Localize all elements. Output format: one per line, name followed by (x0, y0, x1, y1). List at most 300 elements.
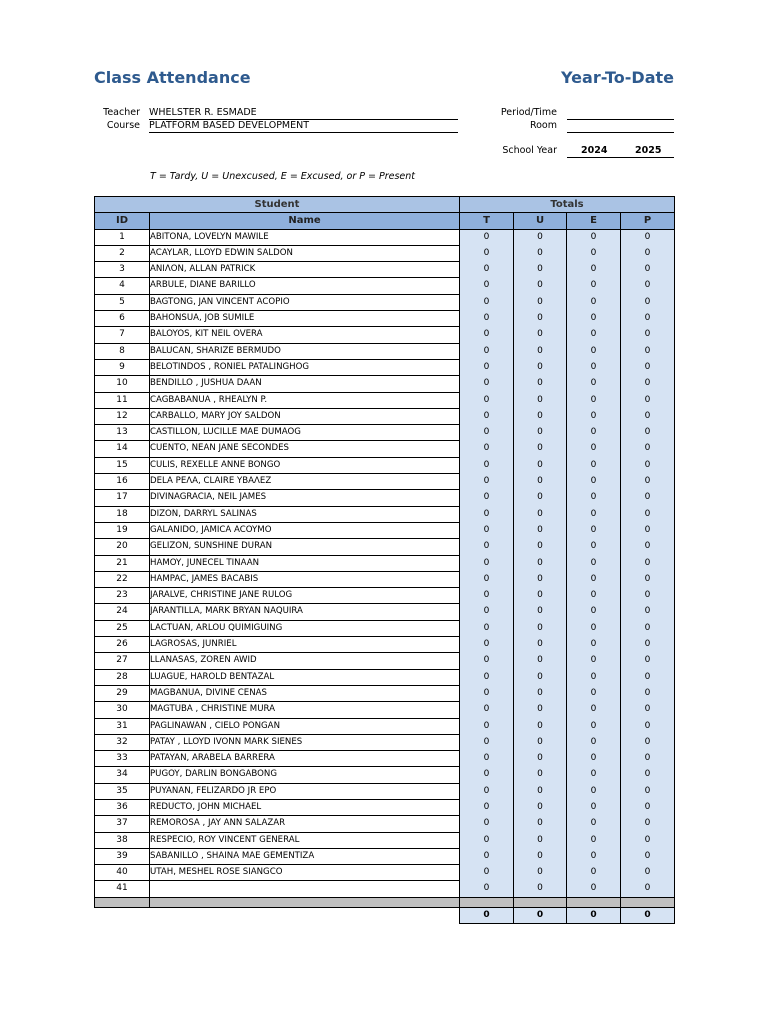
present-count-cell: 0 (621, 848, 675, 864)
unexcused-count-cell: 0 (514, 474, 567, 490)
excused-count-cell: 0 (567, 734, 621, 750)
excused-count-cell: 0 (567, 408, 621, 424)
student-name-cell[interactable]: BALUCAN, SHARIZE BERMUDO (150, 343, 460, 359)
school-year-label: School Year (502, 145, 557, 156)
excused-count-cell: 0 (567, 343, 621, 359)
excused-count-cell: 0 (567, 457, 621, 473)
group-header-row (95, 197, 675, 213)
unexcused-count-cell: 0 (514, 278, 567, 294)
tardy-count-cell: 0 (460, 799, 514, 815)
excused-count-cell: 0 (567, 474, 621, 490)
table-row (95, 262, 675, 278)
unexcused-count-cell: 0 (514, 637, 567, 653)
tardy-count-cell: 0 (460, 588, 514, 604)
table-row (95, 474, 675, 490)
student-id-cell: 34 (95, 767, 150, 783)
legend-text: T = Tardy, U = Unexcused, E = Excused, or P = Present (150, 171, 416, 182)
unexcused-count-cell: 0 (514, 767, 567, 783)
table-row (95, 865, 675, 881)
excused-count-cell: 0 (567, 490, 621, 506)
excused-count-cell: 0 (567, 392, 621, 408)
unexcused-count-cell: 0 (514, 506, 567, 522)
student-name-cell[interactable]: PATAYAN, ARABELA BARRERA (150, 751, 460, 767)
present-count-cell: 0 (621, 327, 675, 343)
table-row (95, 229, 675, 245)
student-id-cell: 39 (95, 848, 150, 864)
excused-count-cell: 0 (567, 816, 621, 832)
attendance-table (94, 196, 675, 924)
present-count-cell: 0 (621, 457, 675, 473)
excused-count-cell: 0 (567, 588, 621, 604)
table-body (95, 229, 675, 897)
present-count-cell: 0 (621, 262, 675, 278)
student-id-cell: 13 (95, 425, 150, 441)
student-name-cell[interactable]: MAGBANUA, DIVINE CENAS (150, 685, 460, 701)
tardy-count-cell: 0 (460, 734, 514, 750)
tardy-count-cell: 0 (460, 604, 514, 620)
student-id-cell: 17 (95, 490, 150, 506)
present-count-cell: 0 (621, 816, 675, 832)
table-row (95, 506, 675, 522)
present-count-cell: 0 (621, 620, 675, 636)
present-count-cell: 0 (621, 441, 675, 457)
unexcused-count-cell: 0 (514, 245, 567, 261)
table-row (95, 343, 675, 359)
student-id-cell: 16 (95, 474, 150, 490)
excused-count-cell: 0 (567, 685, 621, 701)
tardy-count-cell: 0 (460, 571, 514, 587)
student-id-cell: 14 (95, 441, 150, 457)
excused-count-cell: 0 (567, 637, 621, 653)
table-row (95, 539, 675, 555)
school-year-field[interactable] (567, 145, 674, 158)
student-name-cell[interactable]: DIZON, DARRYL SALINAS (150, 506, 460, 522)
student-name-cell[interactable]: CULIS, REXELLE ANNE BONGO (150, 457, 460, 473)
excused-count-cell: 0 (567, 555, 621, 571)
student-id-cell: 1 (95, 229, 150, 245)
student-name-cell[interactable]: ACAYLAR, LLOYD EDWIN SALDON (150, 245, 460, 261)
present-count-cell: 0 (621, 506, 675, 522)
student-id-cell: 6 (95, 311, 150, 327)
tardy-count-cell: 0 (460, 490, 514, 506)
student-id-cell: 41 (95, 881, 150, 897)
student-name-cell[interactable]: BAGTONG, JAN VINCENT ACOPIO (150, 294, 460, 310)
present-count-cell: 0 (621, 392, 675, 408)
student-name-cell[interactable]: LAGROSAS, JUNRIEL (150, 637, 460, 653)
table-row (95, 571, 675, 587)
excused-count-cell: 0 (567, 262, 621, 278)
table-row (95, 685, 675, 701)
present-count-cell: 0 (621, 539, 675, 555)
excused-count-cell: 0 (567, 718, 621, 734)
student-name-cell[interactable]: RESPECIO, ROY VINCENT GENERAL (150, 832, 460, 848)
excused-count-cell: 0 (567, 865, 621, 881)
total-p: 0 (621, 907, 675, 923)
student-id-cell: 19 (95, 522, 150, 538)
tardy-count-cell: 0 (460, 865, 514, 881)
footer-gray-cell (95, 897, 150, 907)
student-id-cell: 21 (95, 555, 150, 571)
total-u: 0 (514, 907, 567, 923)
student-name-cell[interactable]: SABANILLO , SHAINA MAE GEMENTIZA (150, 848, 460, 864)
col-t-header: T (460, 213, 514, 229)
tardy-count-cell: 0 (460, 506, 514, 522)
col-id-header: ID (95, 213, 150, 229)
tardy-count-cell: 0 (460, 262, 514, 278)
table-row (95, 848, 675, 864)
student-id-cell: 10 (95, 376, 150, 392)
col-name-header: Name (150, 213, 460, 229)
table-row (95, 816, 675, 832)
student-name-cell[interactable]: GELIZON, SUNSHINE DURAN (150, 539, 460, 555)
col-e-header: E (567, 213, 621, 229)
tardy-count-cell: 0 (460, 425, 514, 441)
unexcused-count-cell: 0 (514, 816, 567, 832)
unexcused-count-cell: 0 (514, 555, 567, 571)
course-label: Course (106, 120, 140, 131)
page-title: Class Attendance (94, 68, 251, 87)
present-count-cell: 0 (621, 637, 675, 653)
student-id-cell: 36 (95, 799, 150, 815)
present-count-cell: 0 (621, 865, 675, 881)
excused-count-cell: 0 (567, 620, 621, 636)
present-count-cell: 0 (621, 767, 675, 783)
unexcused-count-cell: 0 (514, 408, 567, 424)
present-count-cell: 0 (621, 474, 675, 490)
present-count-cell: 0 (621, 702, 675, 718)
totals-spacer (150, 907, 460, 923)
table-row (95, 604, 675, 620)
col-p-header: P (621, 213, 675, 229)
present-count-cell: 0 (621, 751, 675, 767)
excused-count-cell: 0 (567, 669, 621, 685)
table-row (95, 278, 675, 294)
student-id-cell: 40 (95, 865, 150, 881)
col-u-header: U (514, 213, 567, 229)
student-id-cell: 22 (95, 571, 150, 587)
excused-count-cell: 0 (567, 425, 621, 441)
table-row (95, 392, 675, 408)
footer-gray-cell (514, 897, 567, 907)
tardy-count-cell: 0 (460, 278, 514, 294)
excused-count-cell: 0 (567, 229, 621, 245)
excused-count-cell: 0 (567, 767, 621, 783)
student-id-cell: 25 (95, 620, 150, 636)
present-count-cell: 0 (621, 245, 675, 261)
present-count-cell: 0 (621, 588, 675, 604)
school-year-end: 2025 (635, 145, 662, 156)
unexcused-count-cell: 0 (514, 392, 567, 408)
student-name-cell[interactable]: BAHONSUA, JOB SUMILE (150, 311, 460, 327)
unexcused-count-cell: 0 (514, 425, 567, 441)
tardy-count-cell: 0 (460, 653, 514, 669)
excused-count-cell: 0 (567, 702, 621, 718)
table-row (95, 881, 675, 897)
student-id-cell: 18 (95, 506, 150, 522)
excused-count-cell: 0 (567, 376, 621, 392)
table-row (95, 832, 675, 848)
present-count-cell: 0 (621, 522, 675, 538)
table-row (95, 555, 675, 571)
table-row (95, 767, 675, 783)
student-name-cell[interactable] (150, 881, 460, 897)
unexcused-count-cell: 0 (514, 457, 567, 473)
table-row (95, 408, 675, 424)
student-name-cell[interactable]: CARBALLO, MARY JOY SALDON (150, 408, 460, 424)
present-count-cell: 0 (621, 669, 675, 685)
tardy-count-cell: 0 (460, 751, 514, 767)
student-name-cell[interactable]: LLANASAS, ZOREN AWID (150, 653, 460, 669)
student-id-cell: 23 (95, 588, 150, 604)
tardy-count-cell: 0 (460, 767, 514, 783)
tardy-count-cell: 0 (460, 669, 514, 685)
student-name-cell[interactable]: CUENTO, NEAN JANE SECONDES (150, 441, 460, 457)
student-id-cell: 24 (95, 604, 150, 620)
present-count-cell: 0 (621, 881, 675, 897)
table-row (95, 799, 675, 815)
student-name-cell[interactable]: BENDILLO , JUSHUA DAAN (150, 376, 460, 392)
student-id-cell: 30 (95, 702, 150, 718)
table-row (95, 311, 675, 327)
student-id-cell: 2 (95, 245, 150, 261)
excused-count-cell: 0 (567, 848, 621, 864)
student-name-cell[interactable]: ABITONA, LOVELYN MAWILE (150, 229, 460, 245)
excused-count-cell: 0 (567, 294, 621, 310)
unexcused-count-cell: 0 (514, 751, 567, 767)
student-name-cell[interactable]: BELOTINDOS , RONIEL PATALINGHOG (150, 359, 460, 375)
excused-count-cell: 0 (567, 799, 621, 815)
table-row (95, 441, 675, 457)
page-subtitle: Year-To-Date (561, 68, 674, 87)
student-id-cell: 8 (95, 343, 150, 359)
present-count-cell: 0 (621, 604, 675, 620)
unexcused-count-cell: 0 (514, 294, 567, 310)
present-count-cell: 0 (621, 359, 675, 375)
table-row (95, 522, 675, 538)
student-id-cell: 38 (95, 832, 150, 848)
excused-count-cell: 0 (567, 653, 621, 669)
table-row (95, 588, 675, 604)
present-count-cell: 0 (621, 490, 675, 506)
table-row (95, 327, 675, 343)
footer-gray-cell (621, 897, 675, 907)
unexcused-count-cell: 0 (514, 343, 567, 359)
student-name-cell[interactable]: DELA PEΛA, CLAIRE YBAΛEZ (150, 474, 460, 490)
student-name-cell[interactable]: REMOROSA , JAY ANN SALAZAR (150, 816, 460, 832)
unexcused-count-cell: 0 (514, 376, 567, 392)
table-row (95, 376, 675, 392)
student-id-cell: 4 (95, 278, 150, 294)
excused-count-cell: 0 (567, 604, 621, 620)
tardy-count-cell: 0 (460, 702, 514, 718)
room-value[interactable] (567, 120, 674, 133)
excused-count-cell: 0 (567, 311, 621, 327)
present-count-cell: 0 (621, 783, 675, 799)
table-row (95, 490, 675, 506)
unexcused-count-cell: 0 (514, 229, 567, 245)
footer-gray-cell (150, 897, 460, 907)
unexcused-count-cell: 0 (514, 327, 567, 343)
tardy-count-cell: 0 (460, 816, 514, 832)
student-id-cell: 27 (95, 653, 150, 669)
unexcused-count-cell: 0 (514, 718, 567, 734)
student-id-cell: 33 (95, 751, 150, 767)
table-row (95, 425, 675, 441)
tardy-count-cell: 0 (460, 311, 514, 327)
unexcused-count-cell: 0 (514, 865, 567, 881)
excused-count-cell: 0 (567, 571, 621, 587)
table-row (95, 245, 675, 261)
tardy-count-cell: 0 (460, 832, 514, 848)
present-count-cell: 0 (621, 685, 675, 701)
student-id-cell: 12 (95, 408, 150, 424)
student-id-cell: 37 (95, 816, 150, 832)
present-count-cell: 0 (621, 425, 675, 441)
student-name-cell[interactable]: MAGTUBA , CHRISTINE MURA (150, 702, 460, 718)
unexcused-count-cell: 0 (514, 359, 567, 375)
student-name-cell[interactable]: CAGBABANUA , RHEALYN P. (150, 392, 460, 408)
student-id-cell: 28 (95, 669, 150, 685)
footer-gray-cell (567, 897, 621, 907)
excused-count-cell: 0 (567, 359, 621, 375)
student-name-cell[interactable]: CASTILLON, LUCILLE MAE DUMAOG (150, 425, 460, 441)
unexcused-count-cell: 0 (514, 799, 567, 815)
tardy-count-cell: 0 (460, 522, 514, 538)
present-count-cell: 0 (621, 571, 675, 587)
unexcused-count-cell: 0 (514, 832, 567, 848)
period-label: Period/Time (500, 107, 557, 118)
tardy-count-cell: 0 (460, 392, 514, 408)
footer-gray-cell (460, 897, 514, 907)
tardy-count-cell: 0 (460, 245, 514, 261)
student-name-cell[interactable]: REDUCTO, JOHN MICHAEL (150, 799, 460, 815)
group-totals-header: Totals (460, 197, 675, 213)
tardy-count-cell: 0 (460, 457, 514, 473)
tardy-count-cell: 0 (460, 848, 514, 864)
student-name-cell[interactable]: ANIΛON, ALLAN PATRICK (150, 262, 460, 278)
student-id-cell: 32 (95, 734, 150, 750)
unexcused-count-cell: 0 (514, 620, 567, 636)
table-row (95, 702, 675, 718)
table-row (95, 783, 675, 799)
tardy-count-cell: 0 (460, 229, 514, 245)
unexcused-count-cell: 0 (514, 441, 567, 457)
unexcused-count-cell: 0 (514, 588, 567, 604)
unexcused-count-cell: 0 (514, 571, 567, 587)
tardy-count-cell: 0 (460, 408, 514, 424)
excused-count-cell: 0 (567, 522, 621, 538)
unexcused-count-cell: 0 (514, 702, 567, 718)
total-t: 0 (460, 907, 514, 923)
student-name-cell[interactable]: PATAY , LLOYD IVONN MARK SIENES (150, 734, 460, 750)
student-name-cell[interactable]: PUGOY, DARLIN BONGABONG (150, 767, 460, 783)
student-id-cell: 7 (95, 327, 150, 343)
student-name-cell[interactable]: DIVINAGRACIA, NEIL JAMES (150, 490, 460, 506)
unexcused-count-cell: 0 (514, 783, 567, 799)
student-name-cell[interactable]: HAMOY, JUNECEL TINAAN (150, 555, 460, 571)
total-e: 0 (567, 907, 621, 923)
student-name-cell[interactable]: ARBULE, DIANE BARILLO (150, 278, 460, 294)
student-id-cell: 26 (95, 637, 150, 653)
excused-count-cell: 0 (567, 783, 621, 799)
excused-count-cell: 0 (567, 441, 621, 457)
present-count-cell: 0 (621, 278, 675, 294)
present-count-cell: 0 (621, 343, 675, 359)
unexcused-count-cell: 0 (514, 604, 567, 620)
present-count-cell: 0 (621, 799, 675, 815)
excused-count-cell: 0 (567, 881, 621, 897)
student-id-cell: 5 (95, 294, 150, 310)
teacher-label: Teacher (103, 107, 140, 118)
unexcused-count-cell: 0 (514, 881, 567, 897)
table-row (95, 359, 675, 375)
excused-count-cell: 0 (567, 327, 621, 343)
student-name-cell[interactable]: HAMPAC, JAMES BACABIS (150, 571, 460, 587)
period-value[interactable] (567, 107, 674, 120)
unexcused-count-cell: 0 (514, 653, 567, 669)
tardy-count-cell: 0 (460, 294, 514, 310)
unexcused-count-cell: 0 (514, 848, 567, 864)
present-count-cell: 0 (621, 734, 675, 750)
tardy-count-cell: 0 (460, 376, 514, 392)
student-name-cell[interactable]: BALOYOS, KIT NEIL OVERA (150, 327, 460, 343)
unexcused-count-cell: 0 (514, 734, 567, 750)
unexcused-count-cell: 0 (514, 490, 567, 506)
student-id-cell: 15 (95, 457, 150, 473)
tardy-count-cell: 0 (460, 539, 514, 555)
excused-count-cell: 0 (567, 506, 621, 522)
student-name-cell[interactable]: GALANIDO, JAMICA ACOYMO (150, 522, 460, 538)
unexcused-count-cell: 0 (514, 522, 567, 538)
student-name-cell[interactable]: JARALVE, CHRISTINE JANE RULOG (150, 588, 460, 604)
student-name-cell[interactable]: UTAH, MESHEL ROSE SIANGCO (150, 865, 460, 881)
tardy-count-cell: 0 (460, 685, 514, 701)
tardy-count-cell: 0 (460, 783, 514, 799)
unexcused-count-cell: 0 (514, 311, 567, 327)
excused-count-cell: 0 (567, 278, 621, 294)
course-value[interactable]: PLATFORM BASED DEVELOPMENT (149, 120, 458, 133)
group-student-header: Student (95, 197, 460, 213)
table-row (95, 294, 675, 310)
present-count-cell: 0 (621, 555, 675, 571)
excused-count-cell: 0 (567, 832, 621, 848)
unexcused-count-cell: 0 (514, 262, 567, 278)
student-id-cell: 35 (95, 783, 150, 799)
tardy-count-cell: 0 (460, 441, 514, 457)
tardy-count-cell: 0 (460, 620, 514, 636)
school-year-start: 2024 (581, 145, 608, 156)
footer-gray-row (95, 897, 675, 907)
column-header-row (95, 213, 675, 229)
tardy-count-cell: 0 (460, 637, 514, 653)
totals-row (95, 907, 675, 923)
excused-count-cell: 0 (567, 751, 621, 767)
student-name-cell[interactable]: PAGLINAWAN , CIELO PONGAN (150, 718, 460, 734)
teacher-value[interactable]: WHELSTER R. ESMADE (149, 107, 458, 120)
present-count-cell: 0 (621, 229, 675, 245)
tardy-count-cell: 0 (460, 881, 514, 897)
present-count-cell: 0 (621, 311, 675, 327)
student-id-cell: 3 (95, 262, 150, 278)
student-name-cell[interactable]: PUYANAN, FELIZARDO JR EPO (150, 783, 460, 799)
student-name-cell[interactable]: JARANTILLA, MARK BRYAN NAQUIRA (150, 604, 460, 620)
present-count-cell: 0 (621, 376, 675, 392)
room-label: Room (529, 120, 557, 131)
tardy-count-cell: 0 (460, 718, 514, 734)
totals-spacer (95, 907, 150, 923)
student-name-cell[interactable]: LACTUAN, ARLOU QUIMIGUING (150, 620, 460, 636)
student-name-cell[interactable]: LUAGUE, HAROLD BENTAZAL (150, 669, 460, 685)
